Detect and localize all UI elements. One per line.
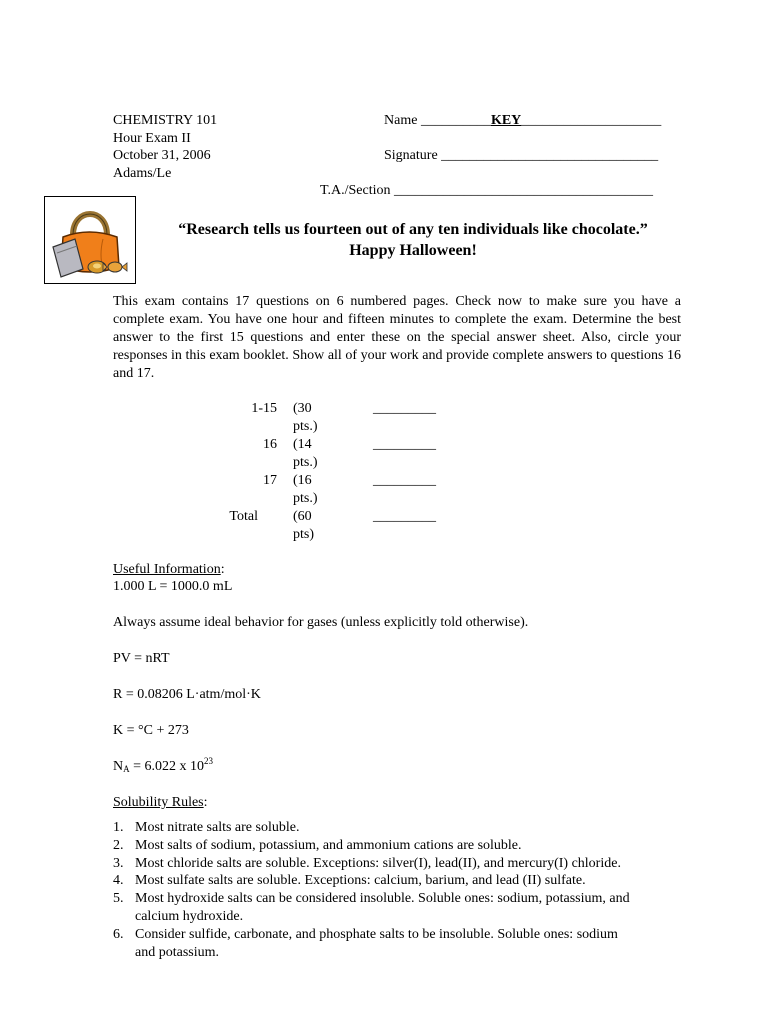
name-blank-right: ____________________ — [521, 113, 662, 128]
exam-instructions: This exam contains 17 questions on 6 numbered pages. Check now to make sure you have a complete exam. You have one hour and fifteen minutes to complete the exam. Determine the best answer to the first 15 questions and enter these on the special answer sheet. Also, circle your responses in this exam booklet. Show all of your work and provide complete answers to questions 16 and 17. — [113, 294, 681, 381]
score-row-blank[interactable]: _________ — [373, 437, 436, 452]
useful-info-heading — [113, 561, 225, 579]
rule-text: Most nitrate salts are soluble. — [135, 820, 300, 835]
rule-text: Consider sulfide, carbonate, and phosphate salts to be insoluble. Soluble ones: sodium — [135, 926, 618, 942]
ta-section-blank: _____________________________________ — [394, 183, 654, 198]
rule-number: 2. — [113, 837, 124, 853]
avogadro-value: = 6.022 x 10 — [129, 759, 205, 774]
course-title: CHEMISTRY 101 — [113, 113, 218, 128]
score-row-points: (60 pts) — [293, 509, 314, 542]
rule-text: Most salts of sodium, potassium, and ammonium cations are soluble. — [135, 837, 522, 853]
score-row-label: 16 — [263, 437, 277, 452]
solubility-heading — [113, 794, 208, 812]
ideal-gas-law: PV = nRT — [113, 651, 170, 666]
ta-section-line[interactable] — [320, 182, 653, 200]
candy-twist — [122, 263, 127, 271]
exam-header-info — [113, 112, 217, 182]
ideal-gas-note: Always assume ideal behavior for gases (unless explicitly told otherwise). — [113, 615, 529, 630]
list-item — [113, 855, 688, 873]
signature-line[interactable] — [384, 147, 658, 165]
name-blank-left: __________ — [420, 113, 491, 128]
rule-number: 5. — [113, 891, 124, 907]
rule-number: 1. — [113, 820, 124, 835]
score-row-points: (16 pts.) — [293, 473, 318, 506]
name-value: KEY — [490, 113, 522, 128]
score-row-blank[interactable]: _________ — [373, 509, 436, 524]
halloween-quote — [140, 219, 686, 261]
exam-date: October 31, 2006 — [113, 148, 211, 163]
instructors: Adams/Le — [113, 165, 172, 181]
signature-label: Signature — [384, 148, 442, 163]
name-line[interactable] — [384, 112, 661, 130]
score-row-label: 1-15 — [251, 401, 277, 416]
round-candy — [108, 262, 122, 272]
ta-section-label: T.A./Section — [320, 183, 395, 198]
rule-number: 4. — [113, 873, 124, 889]
quote-line: “Research tells us fourteen out of any ten individuals like chocolate.” — [178, 221, 648, 238]
list-item — [113, 819, 688, 837]
list-item — [113, 837, 688, 855]
list-item — [113, 890, 688, 926]
rule-number: 3. — [113, 855, 124, 871]
list-item — [113, 926, 688, 962]
rule-text: Most sulfate salts are soluble. Exceptions: calcium, barium, and lead (II) sulfate. — [135, 873, 586, 889]
rule-text: Most chloride salts are soluble. Exceptions: silver(I), lead(II), and mercury(I) chloride. — [135, 855, 621, 871]
rule-text-continued: calcium hydroxide. — [135, 908, 244, 924]
score-row-label: 17 — [263, 473, 277, 488]
score-row-blank[interactable]: _________ — [373, 473, 436, 488]
solubility-rules-list — [113, 819, 688, 961]
name-label: Name — [384, 113, 421, 128]
score-row-points: (30 pts.) — [293, 401, 318, 434]
avogadro-subscript: A — [123, 764, 130, 774]
gas-constant: R = 0.08206 L·atm/mol·K — [113, 687, 261, 702]
greeting-line: Happy Halloween! — [349, 242, 477, 259]
avogadro-number — [113, 758, 213, 776]
solubility-title: Solubility Rules — [113, 795, 204, 810]
score-row-label: Total — [229, 509, 258, 524]
avogadro-symbol: N — [113, 759, 124, 774]
kelvin-conversion: K = °C + 273 — [113, 723, 189, 738]
liter-conversion: 1.000 L = 1000.0 mL — [113, 579, 233, 594]
exam-title: Hour Exam II — [113, 130, 191, 146]
score-row-points: (14 pts.) — [293, 437, 318, 470]
rule-number: 6. — [113, 926, 124, 942]
rule-text-continued: and potassium. — [135, 944, 219, 960]
score-row-blank[interactable]: _________ — [373, 401, 436, 416]
halloween-candy-bag-icon — [44, 196, 136, 284]
candy-bag-illustration — [45, 197, 134, 282]
signature-blank: _______________________________ — [441, 148, 659, 163]
useful-info-title: Useful Information — [113, 562, 221, 577]
solubility-colon: : — [203, 795, 208, 810]
list-item — [113, 872, 688, 890]
avogadro-exponent: 23 — [204, 756, 214, 766]
rule-text: Most hydroxide salts can be considered insoluble. Soluble ones: sodium, potassium, and — [135, 891, 630, 907]
useful-info-colon: : — [220, 562, 225, 577]
candy-highlight — [93, 264, 101, 269]
